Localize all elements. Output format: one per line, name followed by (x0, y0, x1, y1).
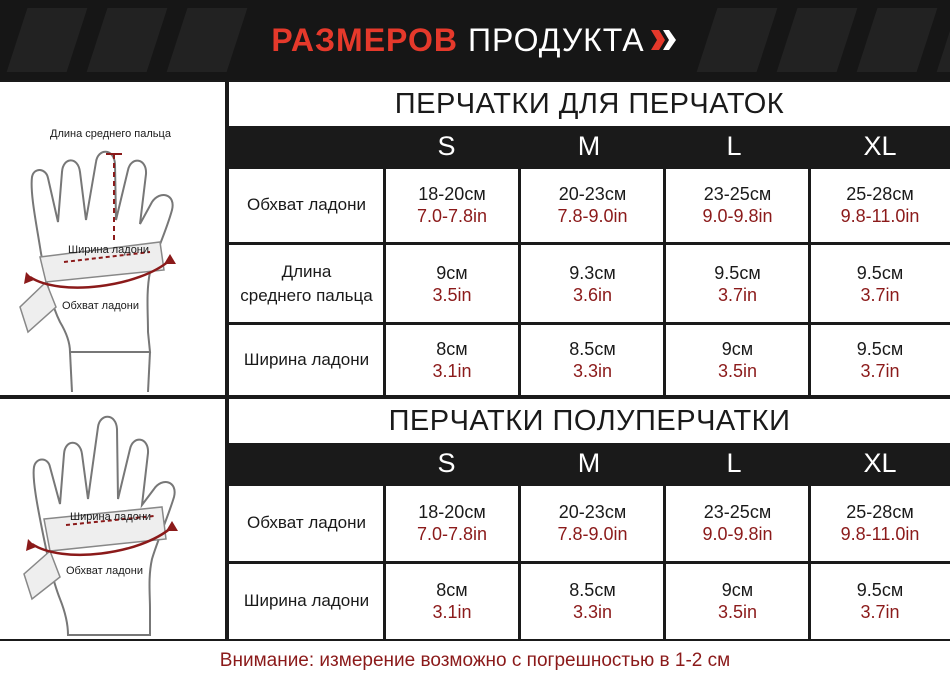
chevron-logo-icon (649, 25, 679, 55)
table-rule (229, 561, 950, 564)
table-rule (808, 166, 811, 395)
page-title-white: ПРОДУКТА (467, 21, 645, 58)
full-finger-hand-illustration (0, 82, 225, 395)
table-rule (229, 483, 950, 486)
table-cell: 25-28см 9.8-11.0in (840, 502, 920, 544)
table-cell: 20-23см 7.8-9.0in (557, 184, 628, 226)
table-rule (383, 166, 386, 395)
table-row-palm-girth (229, 483, 950, 563)
table-row-palm-girth (229, 166, 950, 244)
page-title-red: РАЗМЕРОВ (271, 21, 458, 58)
table-cell: 9см 3.5in (717, 580, 758, 622)
palm-girth-label: Обхват ладони (66, 565, 143, 577)
half-finger-table-title: ПЕРЧАТКИ ПОЛУПЕРЧАТКИ (388, 404, 791, 437)
palm-girth-label: Обхват ладони (62, 300, 139, 312)
full-finger-table-title: ПЕРЧАТКИ ДЛЯ ПЕРЧАТОК (394, 87, 785, 120)
table-cell: 20-23см 7.8-9.0in (557, 502, 628, 544)
row-label: Обхват ладони (247, 195, 366, 214)
table-rule (663, 166, 666, 395)
table-cell: 8см 3.1in (432, 338, 472, 381)
table-rule (808, 483, 811, 639)
table-rule (518, 483, 521, 639)
table-cell: 8см 3.1in (432, 580, 472, 622)
size-header-l: L (726, 130, 742, 161)
half-finger-hand-illustration (0, 399, 225, 639)
table-cell: 9.5см 3.7in (856, 580, 904, 622)
size-header-s: S (437, 447, 456, 478)
finger-length-label: Длина среднего пальца (50, 128, 171, 140)
size-header-l: L (726, 447, 742, 478)
row-label: Обхват ладони (247, 513, 366, 532)
palm-width-label: Ширина ладони (68, 244, 150, 256)
table-rule (229, 322, 950, 325)
row-label: Ширина ладони (243, 349, 370, 369)
table-cell: 9см 3.5in (717, 338, 758, 381)
size-header-row (229, 126, 950, 166)
size-header-xl: XL (863, 130, 897, 161)
table-cell: 9.5см 3.7in (856, 263, 904, 305)
table-cell: 8.5см 3.3in (569, 580, 616, 622)
table-rule (383, 483, 386, 639)
table-rule (229, 242, 950, 245)
table-cell: 8.5см 3.3in (569, 338, 616, 381)
table-row-palm-width (229, 563, 950, 639)
size-header-m: M (577, 447, 601, 478)
header-banner (0, 0, 950, 80)
full-finger-section (0, 80, 950, 397)
table-cell: 18-20см 7.0-7.8in (416, 184, 488, 226)
full-finger-size-table (229, 82, 950, 395)
table-cell: 9см 3.5in (432, 263, 472, 305)
table-row-finger-length (229, 244, 950, 324)
row-label: Длина среднего пальца (240, 262, 373, 305)
table-cell: 9.5см 3.7in (856, 338, 904, 381)
size-header-xl: XL (863, 447, 897, 478)
measurement-note: Внимание: измерение возможно с погрешностью в 1-2 см (219, 650, 731, 671)
table-row-palm-width (229, 324, 950, 395)
table-cell: 9.5см 3.7in (714, 263, 761, 305)
palm-width-label: Ширина ладони (70, 511, 152, 523)
size-header-m: M (577, 130, 601, 161)
table-cell: 25-28см 9.8-11.0in (840, 184, 920, 226)
half-finger-size-table (229, 399, 950, 639)
size-header-s: S (437, 130, 456, 161)
table-cell: 18-20см 7.0-7.8in (416, 502, 488, 544)
half-finger-section (0, 397, 950, 641)
row-label: Ширина ладони (243, 591, 370, 610)
table-cell: 23-25см 9.0-9.8in (702, 502, 773, 544)
table-rule (229, 166, 950, 169)
table-rule (663, 483, 666, 639)
size-header-row (229, 443, 950, 483)
table-cell: 9.3см 3.6in (569, 263, 616, 305)
page-title (0, 0, 950, 80)
table-rule (518, 166, 521, 395)
table-cell: 23-25см 9.0-9.8in (702, 184, 773, 226)
